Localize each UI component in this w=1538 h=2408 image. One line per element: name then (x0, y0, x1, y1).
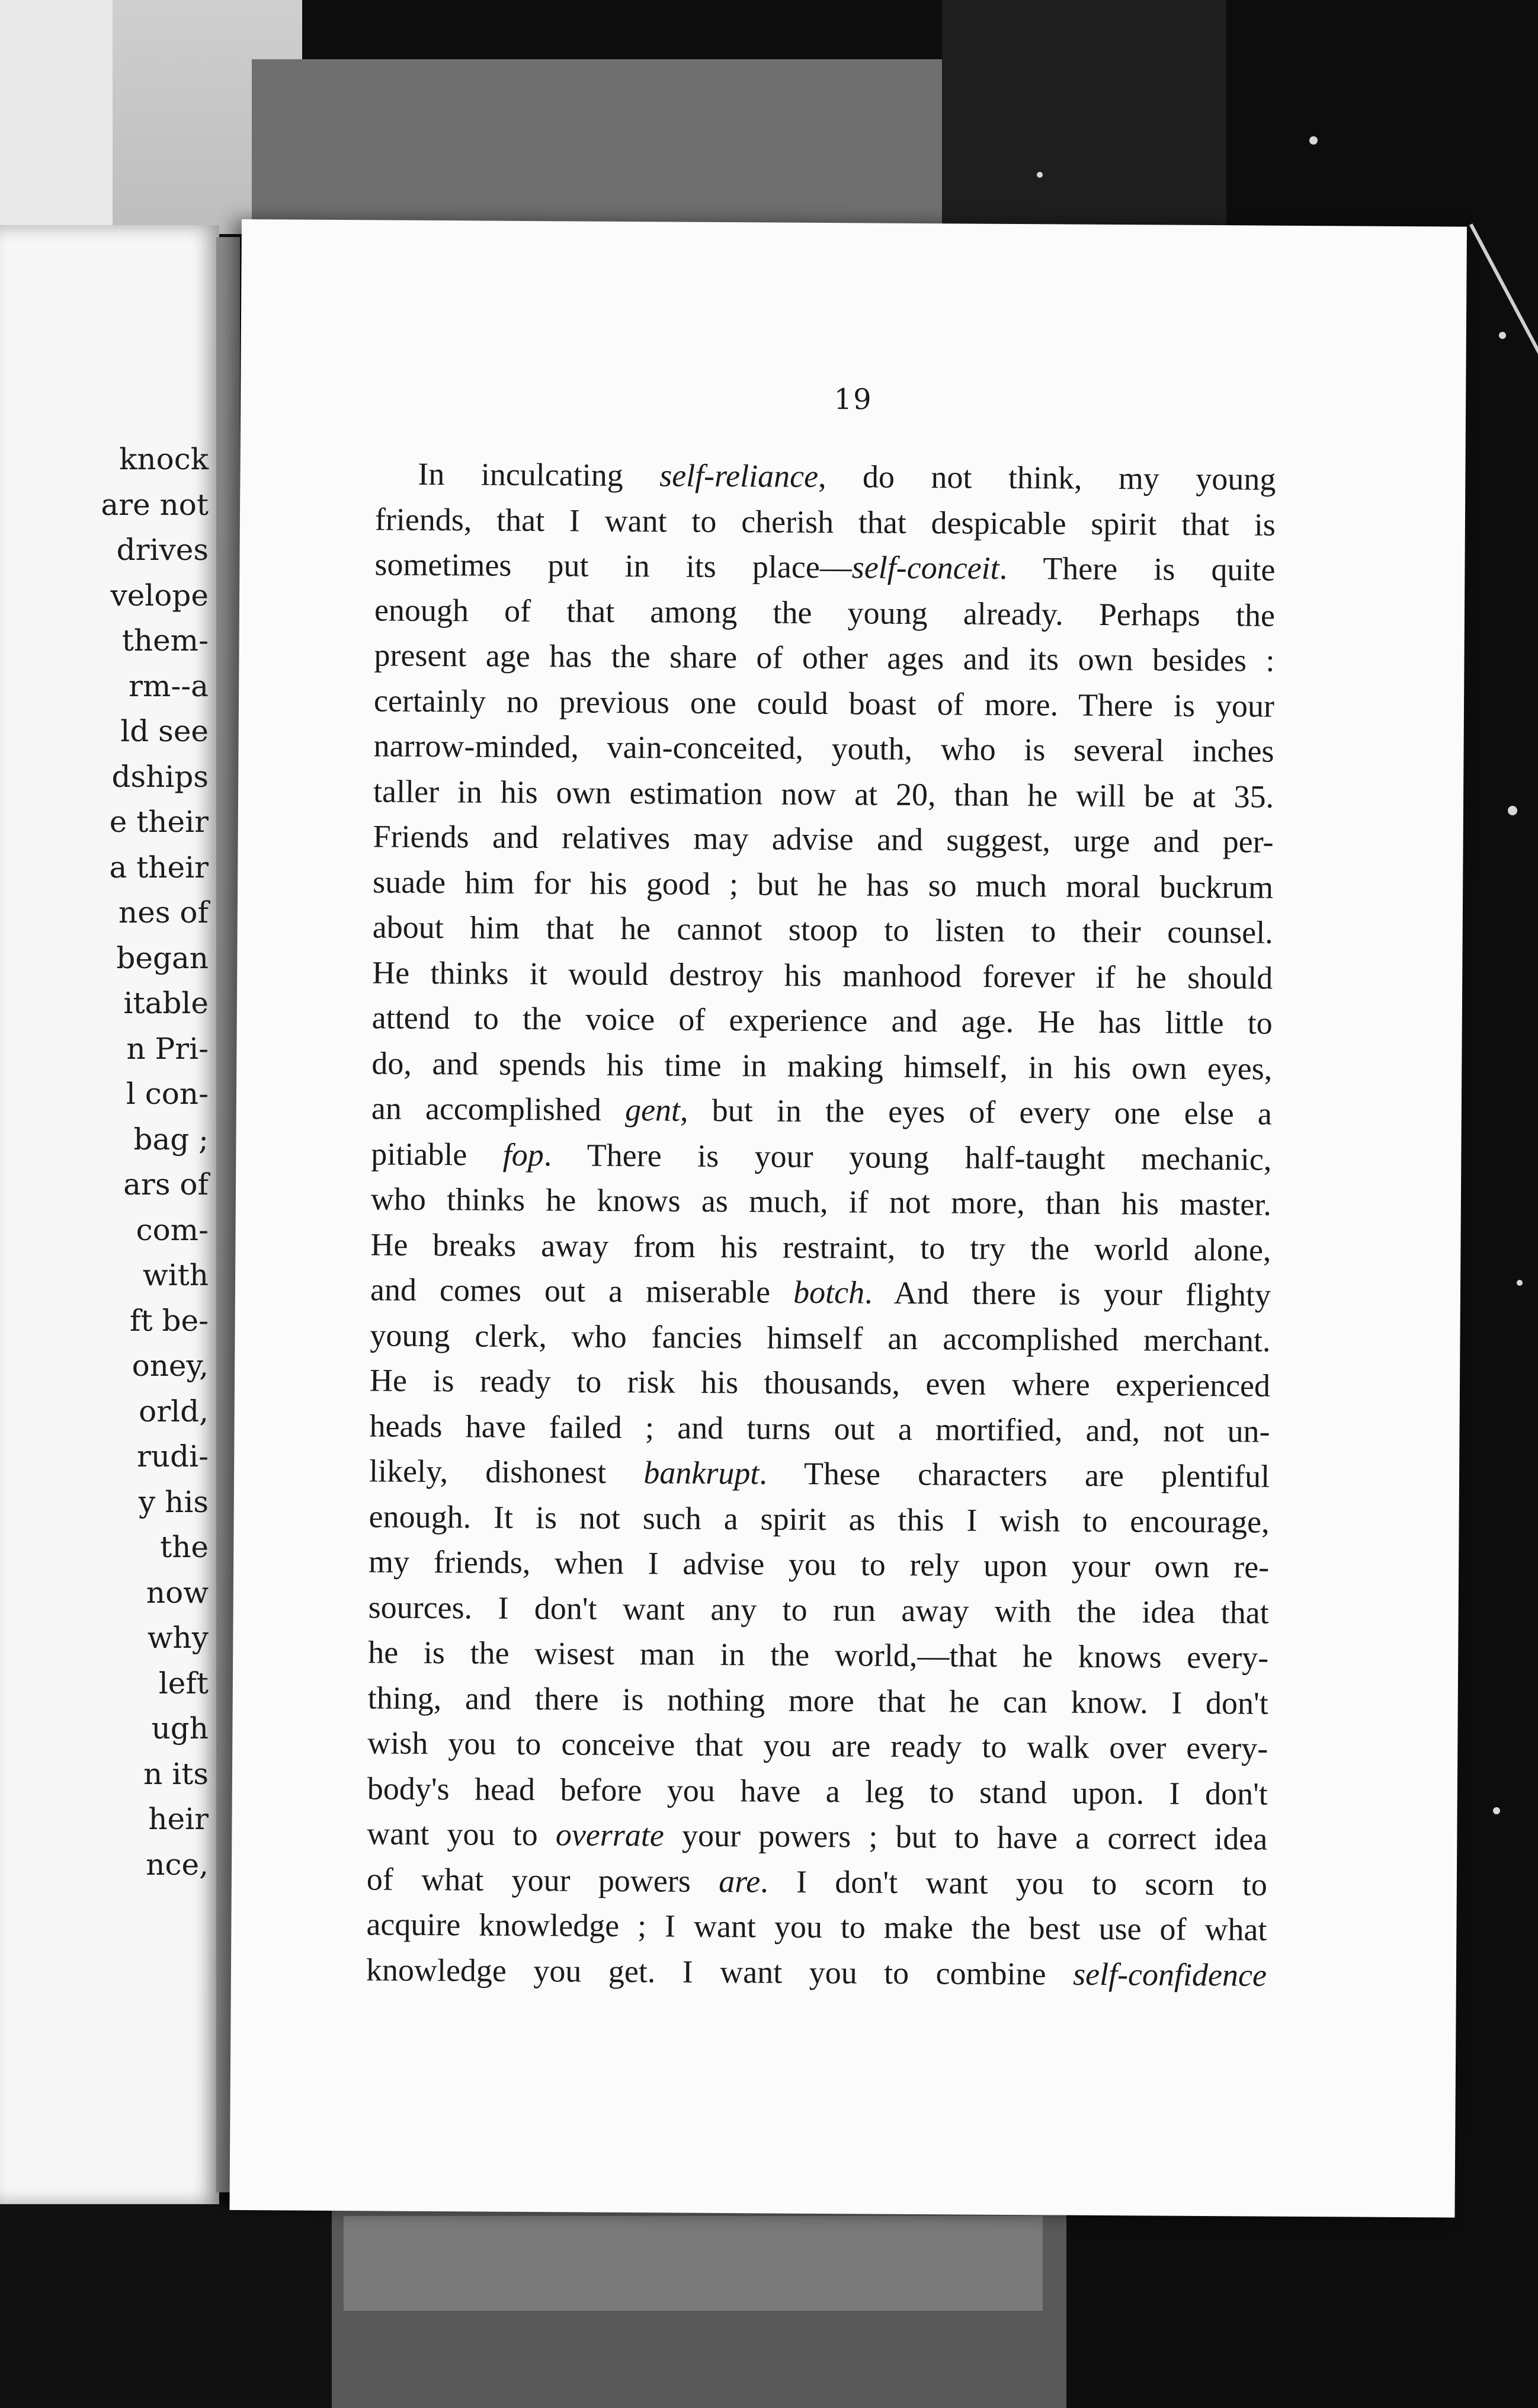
text-run: your powers ; but to have a correct idea (664, 1817, 1268, 1857)
italic-text-run: fop (502, 1136, 544, 1173)
text-line (373, 859, 1273, 910)
text-line (368, 1584, 1268, 1635)
left-page-fragment: knock (119, 442, 209, 476)
text-run: . There is your young half-taught mechanic, (543, 1136, 1272, 1177)
left-page-fragment: now (146, 1575, 209, 1610)
text-run: likely, dishonest (369, 1453, 644, 1491)
italic-text-run: self-reliance (659, 457, 819, 494)
text-run: He thinks it would destroy his manhood forever if he should (372, 954, 1273, 996)
text-run: my friends, when I advise you to rely upon your own re- (368, 1544, 1270, 1585)
text-line (375, 451, 1276, 502)
text-line (369, 1494, 1269, 1545)
text-run: heads have failed ; and turns out a mortified, and, not un- (369, 1407, 1270, 1449)
text-line (369, 1403, 1270, 1454)
left-page-text-fragments (31, 437, 209, 1887)
left-page-fragment: with (142, 1258, 209, 1292)
text-line (369, 1539, 1269, 1590)
left-page-fragment: are not (101, 487, 209, 522)
left-page-fragment: heir (148, 1802, 209, 1836)
text-line (367, 1811, 1267, 1862)
text-line (370, 1357, 1270, 1408)
text-run: In inculcating (418, 456, 660, 494)
text-line (372, 950, 1273, 1001)
text-run: enough. It is not such a spirit as this I wish to encourage, (369, 1498, 1270, 1540)
dust-speck (1309, 136, 1318, 145)
text-line (372, 904, 1273, 955)
text-run: do, and spends his time in making himself, in his own eyes, (371, 1045, 1273, 1087)
text-line (374, 632, 1274, 683)
text-run: . These characters are plentiful (759, 1455, 1270, 1494)
scratch-mark (1469, 223, 1538, 382)
text-line (373, 768, 1274, 819)
text-line (371, 1176, 1271, 1227)
text-run: sources. I don't want any to run away with the idea that (368, 1589, 1269, 1631)
text-run: certainly no previous one could boast of more. There is your (373, 682, 1275, 724)
text-line (373, 814, 1273, 864)
text-run: attend to the voice of experience and age. He has little to (371, 1000, 1273, 1041)
left-facing-page (0, 225, 219, 2204)
left-page-fragment: com- (136, 1212, 209, 1247)
italic-text-run: are (719, 1863, 761, 1899)
text-run: knowledge you get. I want you to combine (366, 1951, 1074, 1992)
text-line (370, 1267, 1271, 1318)
text-run: want you to (367, 1815, 556, 1853)
text-run: pitiable (371, 1135, 503, 1173)
left-page-fragment: itable (123, 986, 209, 1020)
text-run: acquire knowledge ; I want you to make the best use of what (366, 1906, 1267, 1948)
text-run: thing, and there is nothing more that he can know. I don't (367, 1679, 1268, 1721)
dust-speck (1517, 1280, 1523, 1286)
left-page-fragment: e their (109, 805, 209, 839)
text-line (372, 995, 1273, 1046)
italic-text-run: gent (624, 1091, 681, 1128)
scanner-background-bottom-light (344, 2216, 1043, 2311)
book-edge-bottom-left (0, 2204, 332, 2408)
left-page-fragment: bag ; (133, 1122, 209, 1157)
left-page-fragment: the (160, 1530, 209, 1564)
text-line (374, 678, 1274, 729)
text-run: wish you to conceive that you are ready to walk over every- (367, 1725, 1268, 1766)
text-run: young clerk, who fancies himself an accomplished merchant. (370, 1317, 1271, 1359)
text-run: friends, that I want to cherish that despicable spirit that is (374, 501, 1276, 543)
text-line (374, 542, 1275, 593)
text-run: enough of that among the young already. Perhaps the (374, 591, 1276, 633)
left-page-fragment: ld see (120, 714, 209, 748)
text-line (367, 1766, 1268, 1817)
left-page-fragment: drives (116, 533, 209, 567)
scanner-background-top (252, 59, 951, 237)
italic-text-run: botch (793, 1274, 865, 1311)
text-run: of what your powers (366, 1861, 719, 1899)
text-line (371, 1085, 1272, 1136)
scanner-background-dark-top (942, 0, 1226, 231)
left-page-fragment: why (147, 1621, 209, 1655)
dust-speck (1037, 172, 1043, 178)
text-line (370, 1312, 1270, 1363)
text-line (367, 1856, 1267, 1907)
left-page-fragment: velope (110, 578, 209, 613)
left-page-fragment: l con- (126, 1077, 209, 1111)
text-run: . And there is your flighty (864, 1275, 1271, 1313)
page-body-text (366, 451, 1276, 1997)
left-page-fragment: dships (111, 759, 209, 794)
left-page-fragment: orld, (139, 1394, 209, 1429)
left-page-fragment: oney, (132, 1349, 209, 1383)
text-line (375, 497, 1276, 547)
dust-speck (1493, 1807, 1500, 1814)
text-line (369, 1448, 1270, 1499)
text-run: about him that he cannot stoop to listen to their counsel. (372, 909, 1273, 950)
text-line (371, 1040, 1272, 1091)
left-page-fragment: nce, (146, 1847, 209, 1882)
italic-text-run: bankrupt (643, 1455, 760, 1491)
text-run: body's head before you have a leg to stand upon. I don't (367, 1770, 1268, 1812)
text-run: He breaks away from his restraint, to try the world alone, (370, 1226, 1271, 1268)
right-page (229, 219, 1466, 2218)
left-page-fragment: n Pri- (126, 1031, 209, 1066)
text-run: an accomplished (371, 1090, 626, 1128)
text-run: taller in his own estimation now at 20, than he will be at 35. (373, 773, 1274, 815)
text-line (368, 1629, 1268, 1680)
text-line (371, 1131, 1271, 1182)
left-page-fragment: ft be- (130, 1303, 209, 1338)
left-page-fragment: n its (143, 1756, 209, 1791)
text-run: present age has the share of other ages and its own besides : (374, 637, 1275, 678)
page-number: 19 (834, 383, 873, 417)
text-run: sometimes put in its place— (374, 546, 852, 585)
text-run: narrow-minded, vain-conceited, youth, who is several inches (373, 728, 1274, 769)
left-page-fragment: y his (139, 1484, 209, 1519)
italic-text-run: self-conceit (851, 549, 999, 586)
text-run: he is the wisest man in the world,—that he knows every- (368, 1634, 1269, 1676)
italic-text-run: overrate (555, 1817, 665, 1853)
left-page-fragment: rudi- (137, 1439, 209, 1474)
dust-speck (1499, 332, 1506, 339)
text-run: who thinks he knows as much, if not more, than his master. (370, 1181, 1272, 1222)
left-page-fragment: them- (121, 623, 209, 658)
dust-speck (1508, 806, 1517, 815)
left-page-fragment: rm--a (129, 668, 209, 703)
left-page-fragment: ugh (151, 1711, 209, 1746)
left-page-fragment: a their (109, 850, 209, 885)
left-page-fragment: ars of (123, 1167, 209, 1202)
text-run: suade him for his good ; but he has so much moral buckrum (372, 863, 1274, 905)
text-line (370, 1222, 1271, 1273)
text-run: He is ready to risk his thousands, even where experienced (369, 1362, 1271, 1404)
left-page-fragment: left (158, 1666, 209, 1701)
italic-text-run: self-confidence (1072, 1956, 1267, 1993)
text-run: and comes out a miserable (370, 1272, 794, 1310)
text-line (374, 587, 1275, 638)
text-run: . I don't want you to scorn to (760, 1863, 1268, 1903)
text-line (367, 1720, 1268, 1771)
text-line (373, 723, 1274, 774)
text-run: , do not think, my young (818, 458, 1276, 497)
left-page-fragment: nes of (118, 895, 209, 930)
text-run: , but in the eyes of every one else a (680, 1092, 1272, 1132)
left-page-fragment: began (116, 940, 209, 975)
text-line (366, 1901, 1267, 1952)
text-line (368, 1675, 1268, 1726)
text-run: . There is quite (999, 550, 1276, 588)
text-run: Friends and relatives may advise and suggest, urge and per- (373, 818, 1274, 860)
text-line (366, 1947, 1267, 1998)
